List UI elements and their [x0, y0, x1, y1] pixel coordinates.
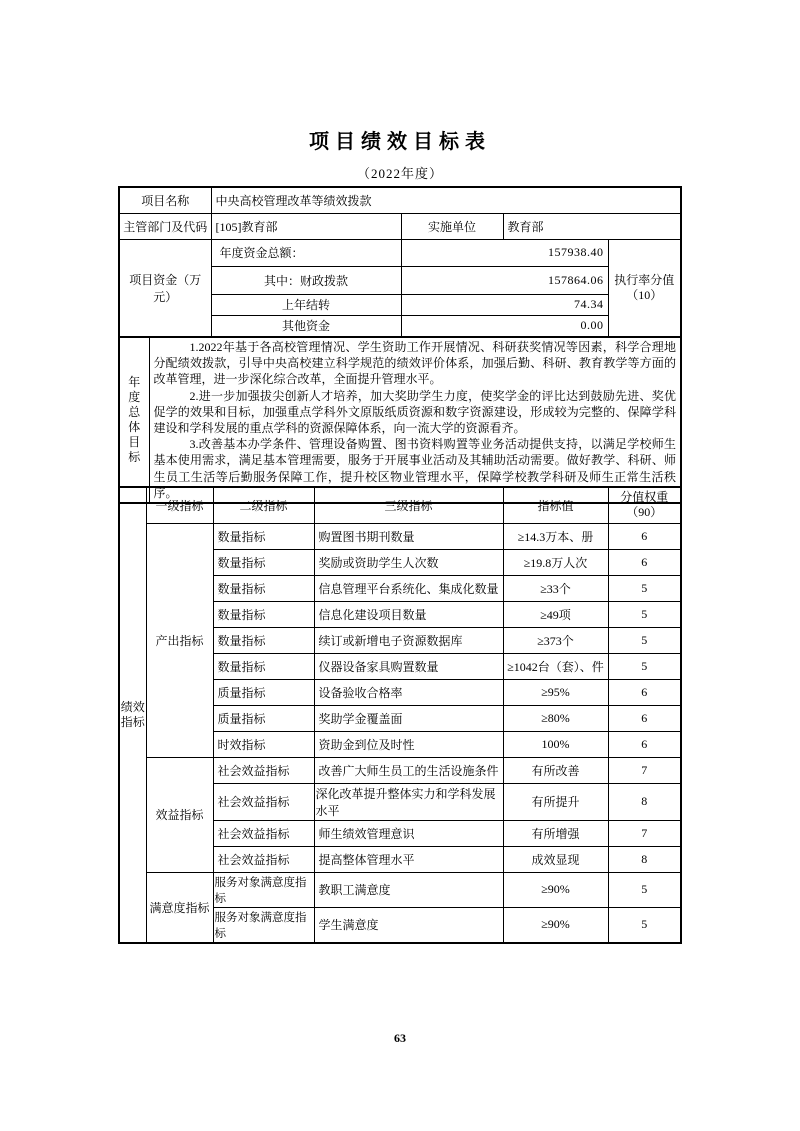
- target-value-cell: ≥90%: [503, 907, 608, 943]
- weight-cell: 7: [608, 820, 681, 846]
- project-name-row: [119, 187, 681, 213]
- indicator-row: [119, 757, 681, 783]
- side-label-line: 指标: [120, 714, 145, 729]
- level3-cell: 续订或新增电子资源数据库: [314, 627, 503, 653]
- goal-paragraph-1: 1.2022年基于各高校管理情况、学生资助工作开展情况、科研获奖情况等因素，科学合理地分配绩效拨款，引导中央高校建立科学规范的绩效评价体系，加强后勤、科研、教育教学等方面的改革管理，进一步深化综合改革，全面提升管理水平。: [153, 340, 676, 387]
- header-level2: 二级指标: [213, 487, 314, 523]
- level3-cell: 资助金到位及时性: [314, 731, 503, 757]
- level3-cell: 提高整体管理水平: [314, 846, 503, 872]
- level3-cell: 深化改革提升整体实力和学科发展水平: [314, 783, 503, 820]
- level1-cell-benefit: 效益指标: [146, 757, 213, 872]
- indicator-row: [119, 872, 681, 907]
- level3-cell: 改善广大师生员工的生活设施条件: [314, 757, 503, 783]
- page-number: 63: [394, 1031, 406, 1045]
- department-row: [119, 213, 681, 239]
- annual-goal-label-line: 年度: [128, 375, 141, 405]
- level3-cell: 信息化建设项目数量: [314, 601, 503, 627]
- header-level3: 三级指标: [314, 487, 503, 523]
- weight-cell: 5: [608, 907, 681, 943]
- indicators-header-row: [119, 487, 681, 523]
- header-value: 指标值: [503, 487, 608, 523]
- department-value: [105]教育部: [211, 213, 401, 239]
- annual-goal-label: [119, 337, 149, 503]
- level3-cell: 奖助学金覆盖面: [314, 705, 503, 731]
- level3-cell: 师生绩效管理意识: [314, 820, 503, 846]
- indicators-table: [118, 486, 682, 944]
- fund-item-value: 0.00: [401, 315, 608, 337]
- header-weight-line2: （90）: [626, 505, 663, 520]
- level3-cell: 购置图书期刊数量: [314, 523, 503, 549]
- weight-cell: 6: [608, 523, 681, 549]
- target-value-cell: ≥80%: [503, 705, 608, 731]
- target-value-cell: ≥95%: [503, 679, 608, 705]
- project-name-label: 项目名称: [119, 187, 211, 213]
- weight-cell: 7: [608, 757, 681, 783]
- exec-rate-score: （10）: [626, 287, 663, 302]
- target-value-cell: ≥1042台（套）、件: [503, 653, 608, 679]
- exec-rate-score-cell: [608, 239, 681, 337]
- goal-paragraph-2: 2.进一步加强拔尖创新人才培养，加大奖助学生力度，使奖学金的评比达到鼓励先进、奖优促学的效果和目标，加强重点学科外文原版纸质资源和数字资源建设，形成较为完整的、保障学科建设和学科发展的重点学科的资源保障体系，向一流大学的资源看齐。: [153, 388, 676, 436]
- level3-cell: 学生满意度: [314, 907, 503, 943]
- side-label-line: 绩效: [120, 699, 145, 714]
- target-value-cell: ≥90%: [503, 872, 608, 907]
- weight-cell: 5: [608, 872, 681, 907]
- target-value-cell: ≥373个: [503, 627, 608, 653]
- weight-cell: 8: [608, 846, 681, 872]
- level2-cell: 社会效益指标: [213, 820, 314, 846]
- fund-item-name: 其中：财政拨款: [211, 266, 401, 294]
- impl-unit-label: 实施单位: [401, 213, 503, 239]
- annual-goal-table: [118, 336, 682, 504]
- header-level1: 一级指标: [146, 487, 213, 523]
- page-subtitle: （2022年度）: [356, 166, 443, 181]
- level2-cell: 社会效益指标: [213, 846, 314, 872]
- fund-item-name: 其他资金: [211, 315, 401, 337]
- indicators-side-label: [119, 487, 146, 943]
- level2-cell: 数量指标: [213, 601, 314, 627]
- page-title: 项目绩效目标表: [309, 131, 491, 153]
- weight-cell: 6: [608, 731, 681, 757]
- fund-item-value: 74.34: [401, 294, 608, 315]
- target-value-cell: ≥19.8万人次: [503, 549, 608, 575]
- annual-goal-row: [119, 337, 681, 503]
- project-info-table: [118, 186, 682, 338]
- level3-cell: 设备验收合格率: [314, 679, 503, 705]
- level2-cell: 时效指标: [213, 731, 314, 757]
- target-value-cell: 成效显现: [503, 846, 608, 872]
- target-value-cell: ≥33个: [503, 575, 608, 601]
- target-value-cell: 100%: [503, 731, 608, 757]
- target-value-cell: ≥14.3万本、册: [503, 523, 608, 549]
- level3-cell: 仪器设备家具购置数量: [314, 653, 503, 679]
- weight-cell: 6: [608, 549, 681, 575]
- fund-item-value: 157938.40: [401, 239, 608, 266]
- level3-cell: 信息管理平台系统化、集成化数量: [314, 575, 503, 601]
- goal-paragraph-3: 3.改善基本办学条件、管理设备购置、图书资料购置等业务活动提供支持，以满足学校师生基本使用需求，满足基本管理需要，服务于开展事业活动及其辅助活动需要。做好教学、科研、师生员工生活等后勤服务保障工作，提升校区物业管理水平，保障学校教学科研及师生正常生活秩序。: [153, 437, 676, 500]
- level1-cell-satisfaction: 满意度指标: [146, 872, 213, 943]
- target-value-cell: 有所增强: [503, 820, 608, 846]
- fund-item-value: 157864.06: [401, 266, 608, 294]
- weight-cell: 5: [608, 627, 681, 653]
- fund-label: 项目资金（万元）: [119, 239, 211, 337]
- exec-rate-label: 执行率分值: [614, 272, 675, 287]
- target-value-cell: 有所改善: [503, 757, 608, 783]
- level2-cell: 社会效益指标: [213, 757, 314, 783]
- level2-cell: 数量指标: [213, 653, 314, 679]
- annual-goal-label-line: 目标: [128, 435, 141, 465]
- level3-cell: 教职工满意度: [314, 872, 503, 907]
- level3-cell: 奖励或资助学生人次数: [314, 549, 503, 575]
- fund-item-name: 上年结转: [211, 294, 401, 315]
- level2-cell: 服务对象满意度指标: [213, 907, 314, 943]
- annual-goal-label-line: 总体: [128, 405, 141, 435]
- header-weight-line1: 分值权重: [620, 490, 669, 505]
- level2-cell: 质量指标: [213, 705, 314, 731]
- annual-goal-text: [149, 337, 681, 503]
- indicator-row: [119, 523, 681, 549]
- level2-cell: 质量指标: [213, 679, 314, 705]
- level2-cell: 服务对象满意度指标: [213, 872, 314, 907]
- header-weight: [608, 487, 681, 523]
- fund-row: [119, 239, 681, 266]
- weight-cell: 6: [608, 705, 681, 731]
- weight-cell: 5: [608, 575, 681, 601]
- level2-cell: 社会效益指标: [213, 783, 314, 820]
- impl-unit-value: 教育部: [503, 213, 681, 239]
- level2-cell: 数量指标: [213, 575, 314, 601]
- weight-cell: 6: [608, 679, 681, 705]
- level2-cell: 数量指标: [213, 523, 314, 549]
- level1-cell-output: 产出指标: [146, 523, 213, 757]
- level2-cell: 数量指标: [213, 549, 314, 575]
- fund-item-name: 年度资金总额：: [211, 239, 401, 266]
- weight-cell: 5: [608, 601, 681, 627]
- project-name-value: 中央高校管理改革等绩效拨款: [211, 187, 681, 213]
- department-label: 主管部门及代码: [119, 213, 211, 239]
- weight-cell: 5: [608, 653, 681, 679]
- level2-cell: 数量指标: [213, 627, 314, 653]
- weight-cell: 8: [608, 783, 681, 820]
- target-value-cell: 有所提升: [503, 783, 608, 820]
- target-value-cell: ≥49项: [503, 601, 608, 627]
